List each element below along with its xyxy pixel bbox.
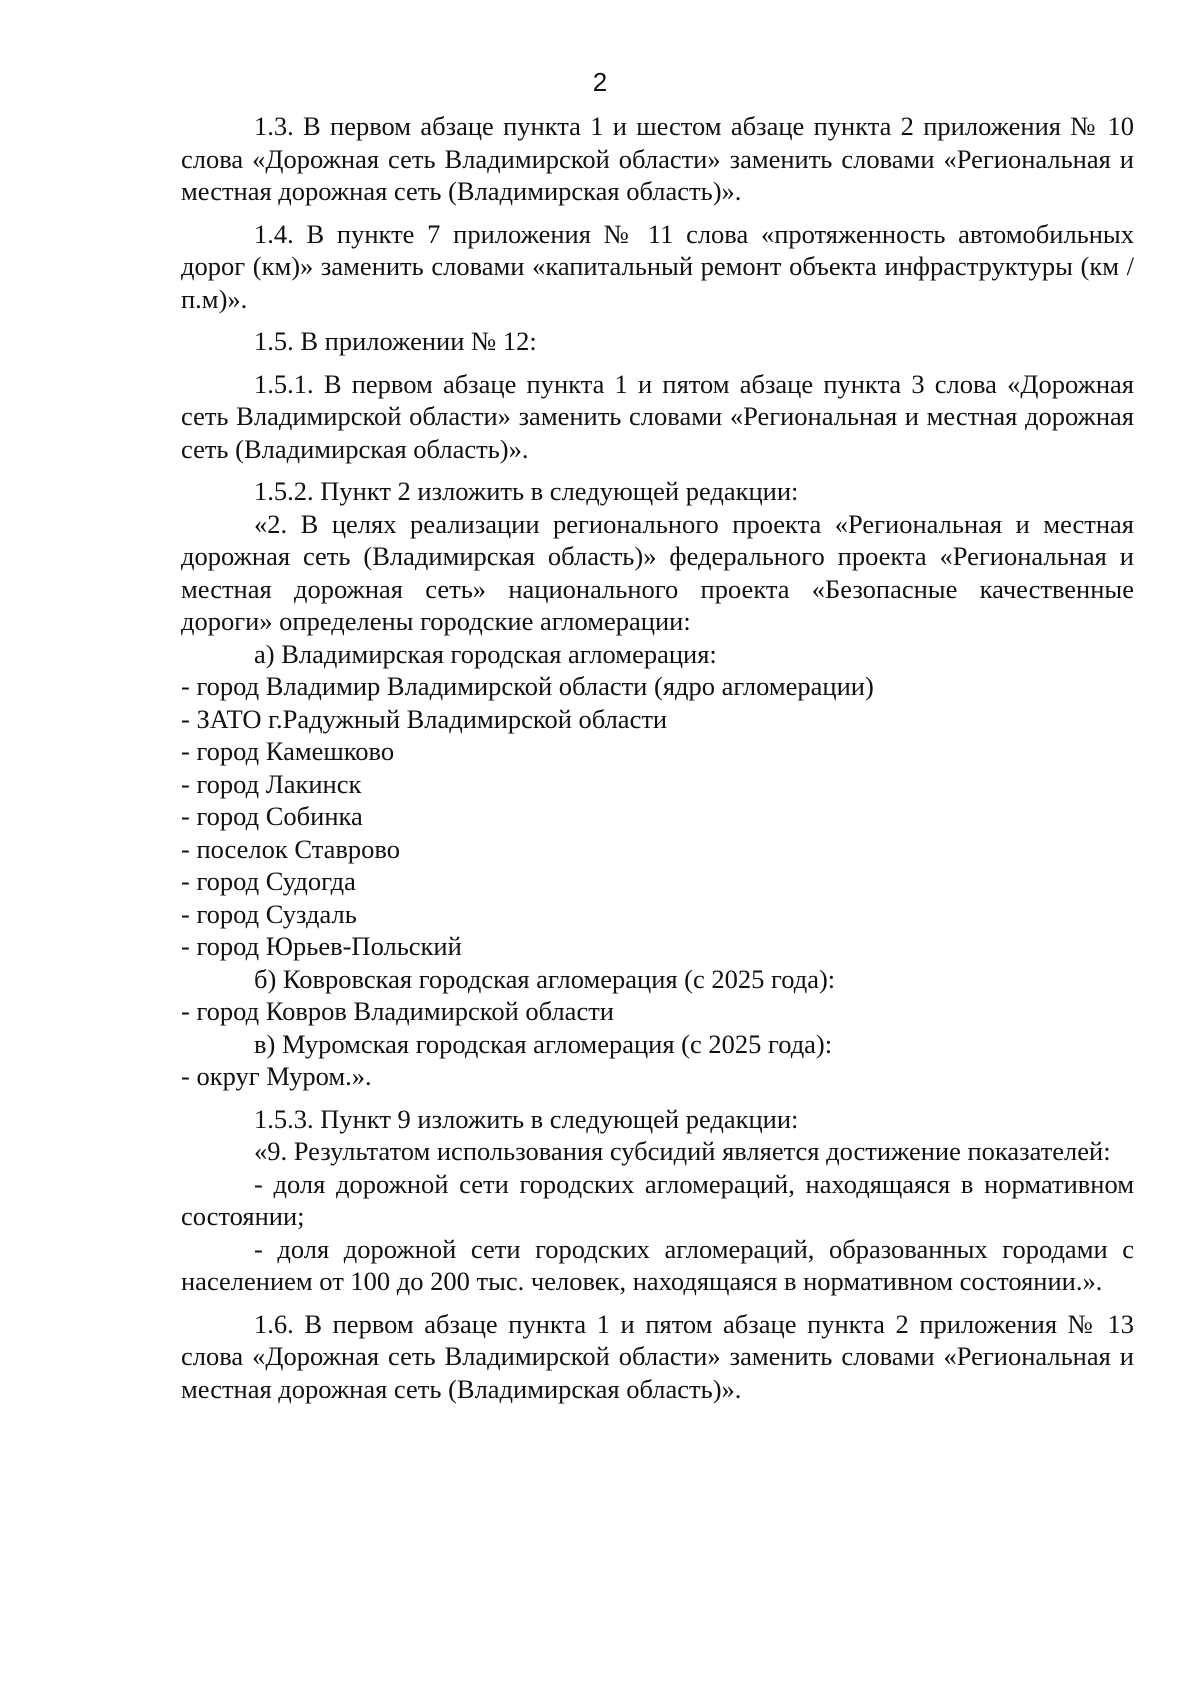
page-number: 2 [592,67,608,97]
list-item: - город Судогда [181,865,1134,898]
list-item: - город Юрьев-Польский [181,930,1134,963]
list-item: - поселок Ставрово [181,833,1134,866]
paragraph-1-6: 1.6. В первом абзаце пункта 1 и пятом абзаце пункта 2 приложения № 13 слова «Дорожная сеть Владимирской области» заменить словами «Региональная и местная дорожная сеть (Владимирская область)». [181,1308,1134,1404]
agglomeration-b-heading: б) Ковровская городская агломерация (с 2025 года): [254,963,836,994]
paragraph-1-5-1: 1.5.1. В первом абзаце пункта 1 и пятом абзаце пункта 3 слова «Дорожная сеть Владимирской области» заменить словами «Региональная и местная дорожная сеть (Владимирская область)». [181,368,1134,464]
indicator-2: - доля дорожной сети городских агломераций, образованных городами с населением от 100 до 200 тыс. человек, находящаяся в нормативном состоянии.». [181,1233,1134,1296]
list-item: - город Суздаль [181,898,1134,931]
list-item: - город Камешково [181,735,1134,768]
paragraph-point-9-quote: «9. Результатом использования субсидий является достижение показателей: [254,1136,1111,1166]
paragraph-1-5: 1.5. В приложении № 12: [254,326,537,356]
list-item: - город Лакинск [181,768,1134,801]
agglomeration-a-list [181,670,1134,963]
document-body [181,110,1134,1405]
agglomeration-b-list [181,995,1134,1028]
list-item: - город Собинка [181,800,1134,833]
agglomeration-v-heading: в) Муромская городская агломерация (с 2025 года): [254,1028,833,1059]
paragraph-point-2-quote: «2. В целях реализации регионального проекта «Региональная и местная дорожная сеть (Владимирская область)» федерального проекта «Региональная и местная дорожная сеть» национального проекта «Безопасные качественные дороги» определены городские агломерации: [181,508,1134,636]
list-item: - город Ковров Владимирской области [181,995,1134,1028]
list-item: - округ Муром.». [181,1060,1134,1093]
list-item: - город Владимир Владимирской области (ядро агломерации) [181,670,1134,703]
paragraph-1-4: 1.4. В пункте 7 приложения № 11 слова «протяженность автомобильных дорог (км)» заменить словами «капитальный ремонт объекта инфраструктуры (км / п.м)». [181,218,1134,314]
agglomeration-v-list [181,1060,1134,1093]
agglomeration-a-heading: а) Владимирская городская агломерация: [254,638,717,669]
paragraph-1-5-2: 1.5.2. Пункт 2 изложить в следующей редакции: [254,476,799,506]
indicator-1: - доля дорожной сети городских агломераций, находящаяся в нормативном состоянии; [181,1168,1134,1231]
list-item: - ЗАТО г.Радужный Владимирской области [181,703,1134,736]
paragraph-1-5-3: 1.5.3. Пункт 9 изложить в следующей редакции: [254,1103,799,1134]
paragraph-1-3: 1.3. В первом абзаце пункта 1 и шестом абзаце пункта 2 приложения № 10 слова «Дорожная сеть Владимирской области» заменить словами «Региональная и местная дорожная сеть (Владимирская область)». [181,111,1134,206]
